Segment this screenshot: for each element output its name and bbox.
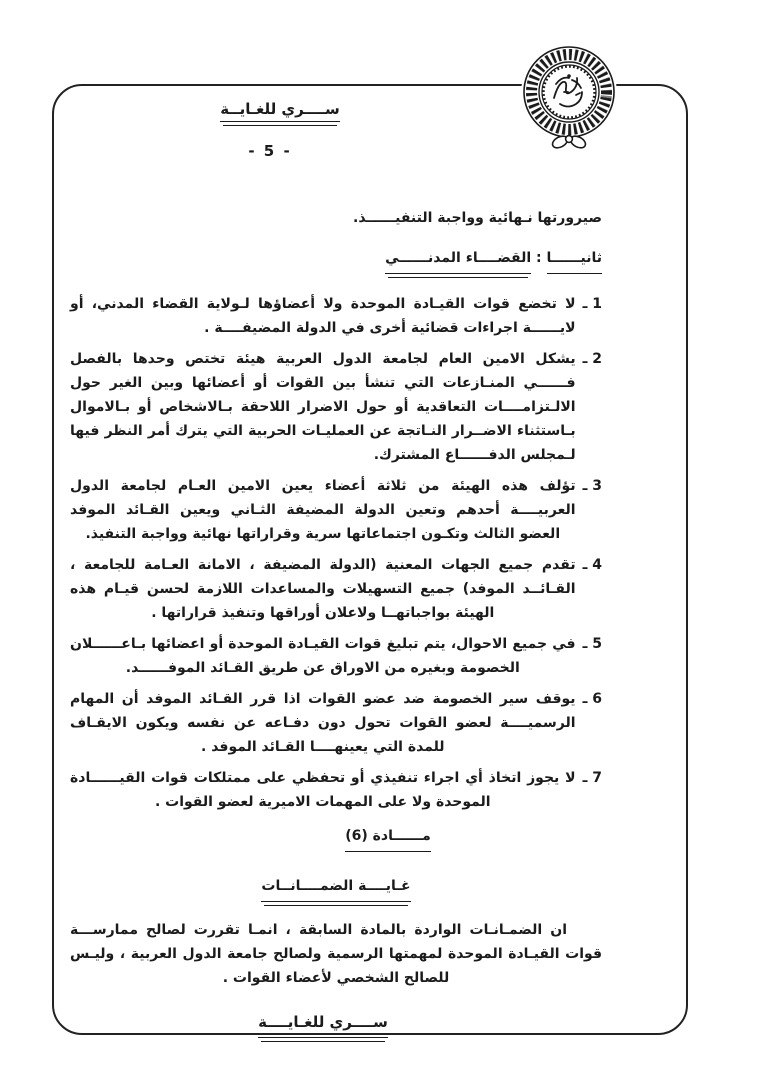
clause-text: لا يجوز اتخاذ أي اجراء تنفيذي أو تحفظي على ممتلكات قوات القيــــــادة الموحدة ولا على المهمات الاميرية لعضو القوات . [70,770,576,810]
clause-number: 5 ـ [582,636,602,652]
classification-top [210,100,350,122]
clause-6 [70,687,602,759]
article-6-body: ان الضمـانـات الواردة بالمادة السابقة ، انمـا تقررت لصالح ممارســـة قوات القيـادة الموحدة لمهمتها الرسمية ولصالح جامعة الدول العربية ، وليـس للصالح الشخصي لأعضاء القوات . [70,922,602,986]
carryover-line: صيرورتها نـهائية وواجبة التنفيــــــذ. [353,210,602,226]
clause-text: تقدم جميع الجهات المعنية (الدولة المضيفة ، الامانة العـامة للجامعة ، القـائــد الموفد) جميع التسهيلات والمساعدات اللازمة لحسن قيـام هذه الهيئة بواجباتهــا ولاعلان أوراقها وتنفيذ قراراتها . [70,557,576,621]
section-separator: : [531,250,547,266]
arab-league-emblem-icon [520,40,618,158]
article-6-title-text: مــــــادة (6) [345,824,431,852]
clause-1 [70,292,602,340]
clause-number: 1 ـ [582,296,602,312]
section-heading [70,246,602,274]
clause-2 [70,347,602,467]
article-6-title [122,824,654,852]
page-number: - 5 - [248,142,292,160]
clause-number: 3 ـ [582,478,602,494]
clause-text: لا تخضع قوات القيـادة الموحدة ولا أعضاؤها لـولاية القضاء المدني، أو لايــــــة اجراءات قضائية أخرى في الدولة المضيفــــة . [70,296,576,336]
article-6-subtitle-text: غـايــــة الضمــــانــات [261,874,410,902]
clause-3 [70,474,602,546]
clause-5 [70,632,602,680]
clause-text: يشكل الامين العام لجامعة الدول العربية هيئة تختص وحدها بالفصل فــــــي المنـازعات التي تنشأ بين القوات أو أعضائها وبين الغير حول الالـتزامــــات التعاقدية أو حول الاضرار اللاحقة بـالاشخاص أو بـالاموال بـاستثناء الاضــرار النـاتجة عن العمليـات الحربية التي يترك أمر النظر فيها لـمجلس الدفــــــاع المشترك. [70,351,576,463]
clause-4 [70,553,602,625]
section-title: القضــــاء المدنــــــي [385,246,531,274]
clause-number: 6 ـ [582,691,602,707]
clause-number: 2 ـ [582,351,602,367]
clause-text: تؤلف هذه الهيئة من ثلاثة أعضاء يعين الامين العـام لجامعة الدول العربيــــة أحدهم وتعين الدولة المضيفة الثـاني ويعين القـائد الموفد العضو الثالث وتكـون اجتماعاتها سرية وقراراتها نهائية وواجبة التنفيذ. [70,478,576,542]
classification-top-label: ســــري للغـايــة [220,100,340,122]
article-6-subtitle [70,874,602,902]
section-label: ثانيــــــا [547,246,602,274]
clause-7 [70,766,602,814]
classification-bottom [57,1010,589,1038]
clause-text: يوقف سير الخصومة ضد عضو القوات اذا قرر القـائد الموفد أن المهام الرسميــــة لعضو القوات تحول دون دفـاعه عن نفسه ويكون الايقـاف للمدة التي يعينهــــا القـائد الموفد . [70,691,576,755]
clause-number: 7 ـ [582,770,602,786]
classification-bottom-label: ســــري للغـايــــة [258,1010,388,1038]
clause-number: 4 ـ [582,557,602,573]
document-body [70,206,602,1038]
clause-text: في جميع الاحوال، يتم تبليغ قوات القيـادة الموحدة أو اعضائها بـاعــــــلان الخصومة وبغيره من الاوراق عن طريق القـائد الموفــــــد. [70,636,576,676]
